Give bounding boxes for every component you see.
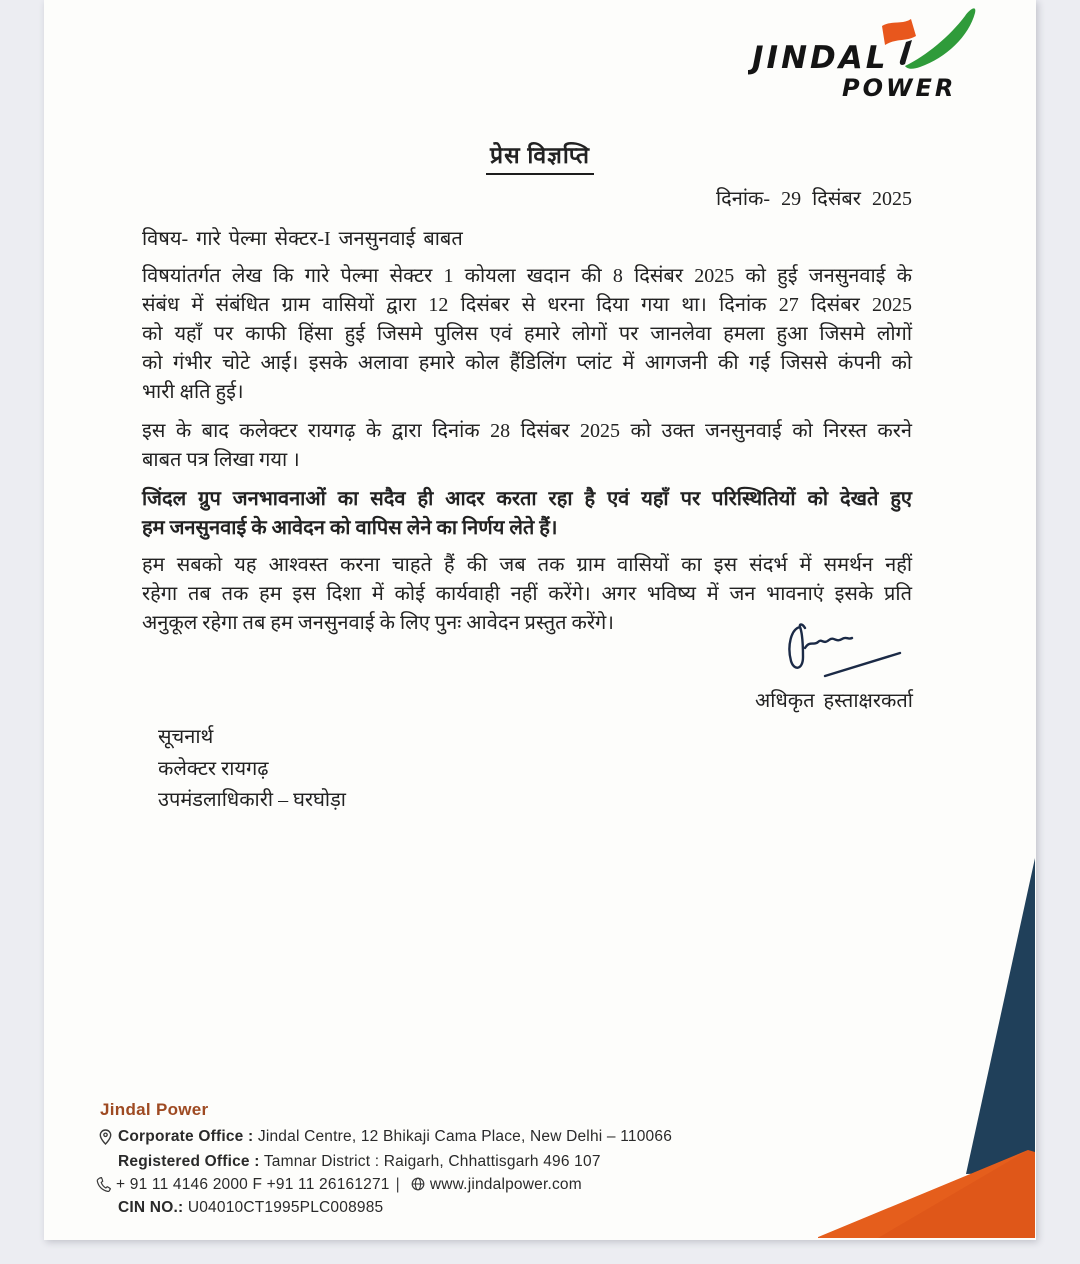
- footer-corporate-office: [118, 1128, 672, 1146]
- cc-recipient-collector: कलेक्टर रायगढ़: [158, 757, 269, 780]
- paragraph-line: बाबत पत्र लिखा गया ।: [142, 449, 300, 471]
- paragraph-line: हम जनसुनवाई के आवेदन को वापिस लेने का निर्णय लेते हैं।: [142, 517, 558, 539]
- jindal-power-logo-icon: [748, 4, 994, 104]
- paragraph-line: भारी क्षति हुई।: [142, 381, 244, 403]
- phone-icon: [96, 1177, 111, 1197]
- handwritten-signature: [778, 620, 914, 682]
- paragraph-3-bold: [142, 485, 912, 543]
- svg-text:POWER: POWER: [842, 74, 957, 102]
- paragraph-1: [142, 262, 912, 407]
- paragraph-line: इस के बाद कलेक्टर रायगढ़ के द्वारा दिनांक 28 दिसंबर 2025 को उक्त जनसुनवाई को निरस्त करने: [142, 420, 912, 442]
- cc-block: [158, 722, 346, 817]
- corner-decoration: [818, 848, 1036, 1240]
- footer-phone-web: [116, 1176, 582, 1196]
- subject-line: विषय- गारे पेल्मा सेक्टर-I जनसुनवाई बाबत: [142, 228, 463, 250]
- registered-office-label: Registered Office :: [118, 1153, 260, 1170]
- website-text: www.jindalpower.com: [429, 1176, 582, 1193]
- cc-heading: सूचनार्थ: [158, 726, 214, 748]
- paragraph-line: को यहाँ पर काफी हिंसा हुई जिसमे पुलिस एवं हमारे लोगों पर जानलेवा हमला हुआ जिसमे लोगों: [142, 323, 912, 345]
- cin-value: U04010CT1995PLC008985: [187, 1199, 384, 1216]
- authorized-signatory-label: अधिकृत हस्ताक्षरकर्ता: [755, 690, 913, 712]
- footer-company-name: Jindal Power: [100, 1100, 209, 1119]
- paragraph-line: हम सबको यह आश्वस्त करना चाहते हैं की जब तक ग्राम वासियों का इस संदर्भ में समर्थन नहीं: [142, 554, 912, 576]
- paragraph-line: अनुकूल रहेगा तब हम जनसुनवाई के लिए पुनः आवेदन प्रस्तुत करेंगे।: [142, 612, 614, 634]
- footer-registered-office: [118, 1153, 601, 1171]
- press-release-title-row: [44, 138, 1036, 175]
- registered-office-value: Tamnar District : Raigarh, Chhattisgarh 496 107: [263, 1153, 601, 1170]
- cin-label: CIN NO.:: [118, 1199, 184, 1216]
- globe-icon: [411, 1177, 425, 1196]
- footer-cin: [118, 1199, 383, 1217]
- svg-text:JINDAL: JINDAL: [752, 40, 889, 76]
- signature-icon: [778, 620, 914, 682]
- paragraph-line: जिंदल ग्रुप जनभावनाओं का सदैव ही आदर करता रहा है एवं यहाँ पर परिस्थितियों को देखते हुए: [142, 488, 912, 510]
- date-line: दिनांक- 29 दिसंबर 2025: [715, 188, 912, 210]
- separator: |: [395, 1176, 400, 1193]
- corporate-office-value: Jindal Centre, 12 Bhikaji Cama Place, New Delhi – 110066: [257, 1128, 673, 1145]
- phone-numbers: + 91 11 4146 2000 F +91 11 26161271: [116, 1176, 390, 1193]
- jindal-power-logo: [748, 4, 994, 104]
- paragraph-2: [142, 417, 912, 475]
- corner-decoration-icon: [818, 848, 1036, 1240]
- page-title: प्रेस विज्ञप्ति: [486, 138, 594, 175]
- paragraph-line: को गंभीर चोटे आई। इसके अलावा हमारे कोल हैंडिलिंग प्लांट में आगजनी की गई जिससे कंपनी को: [142, 352, 912, 374]
- paragraph-line: संबंध में संबंधित ग्राम वासियों द्वारा 12 दिसंबर से धरना दिया गया था। दिनांक 27 दिसंबर 2025: [142, 294, 912, 316]
- paragraph-line: विषयांतर्गत लेख कि गारे पेल्मा सेक्टर 1 कोयला खदान की 8 दिसंबर 2025 को हुई जनसुनवाई के: [142, 265, 912, 287]
- paragraph-line: रहेगा तब तक हम इस दिशा में कोई कार्यवाही नहीं करेंगे। अगर भविष्य में जन भावनाएं इसके प्रति: [142, 583, 912, 605]
- corporate-office-label: Corporate Office :: [118, 1128, 254, 1145]
- map-pin-icon: [99, 1129, 112, 1150]
- cc-recipient-sdm: उपमंडलाधिकारी – घरघोड़ा: [158, 789, 346, 811]
